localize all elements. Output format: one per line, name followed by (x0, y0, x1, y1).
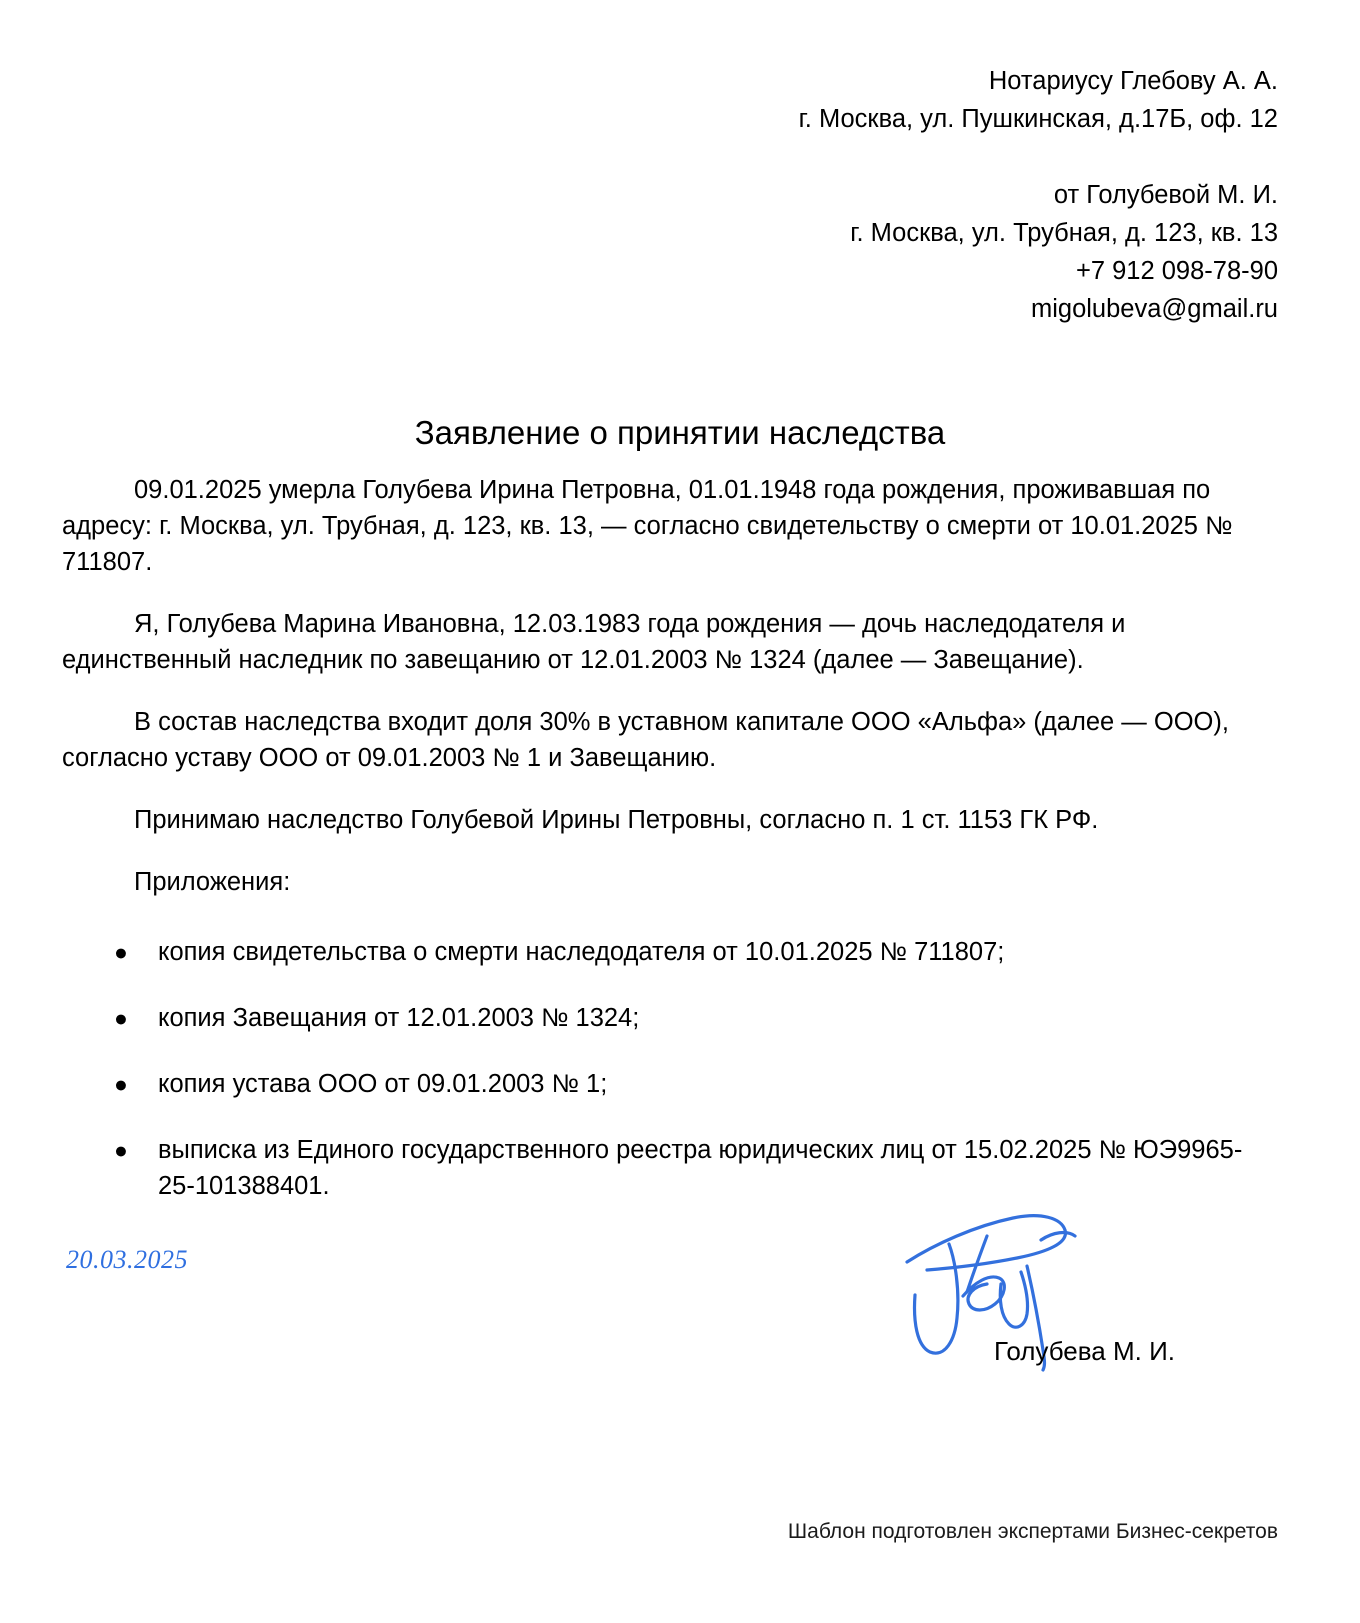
attachments-list (62, 934, 1274, 1204)
list-item (62, 934, 1274, 970)
list-item-label: копия устава ООО от 09.01.2003 № 1; (158, 1070, 608, 1098)
bullet-icon: ● (114, 1071, 128, 1097)
paragraph-heir-identity: Я, Голубева Марина Ивановна, 12.03.1983 года рождения — дочь наследодателя и единственный наследник по завещанию от 12.01.2003 № 1324 (далее — Завещание). (62, 610, 1126, 674)
addressee-name: Нотариусу Глебову А. А. (988, 67, 1278, 95)
footer-note: Шаблон подготовлен экспертами Бизнес-секретов (787, 1520, 1278, 1543)
list-item (62, 1000, 1274, 1036)
addressee-group (578, 62, 1278, 138)
bullet-icon: ● (114, 939, 128, 965)
applicant-phone: +7 912 098-78-90 (1075, 257, 1278, 285)
paragraph-death-notice: 09.01.2025 умерла Голубева Ирина Петровна, 01.01.1948 года рождения, проживавшая по адресу: г. Москва, ул. Трубная, д. 123, кв. 13, — согласно свидетельству о смерти от 10.01.2025 № 711807. (62, 476, 1233, 576)
applicant-address: г. Москва, ул. Трубная, д. 123, кв. 13 (850, 219, 1278, 247)
header-address-block (578, 62, 1278, 328)
list-item-label: копия Завещания от 12.01.2003 № 1324; (158, 1004, 640, 1032)
list-item (62, 1066, 1274, 1102)
addressee-address: г. Москва, ул. Пушкинская, д.17Б, оф. 12 (798, 105, 1278, 133)
list-item (62, 1132, 1274, 1204)
applicant-email: migolubeva@gmail.ru (1031, 295, 1278, 323)
page-title: Заявление о принятии наследства (414, 414, 946, 452)
bullet-icon: ● (114, 1005, 128, 1031)
signature-date: 20.03.2025 (66, 1245, 188, 1274)
applicant-group (578, 176, 1278, 328)
attachments-heading: Приложения: (134, 868, 291, 896)
applicant-name: от Голубевой М. И. (1053, 181, 1278, 209)
paragraph-acceptance: Принимаю наследство Голубевой Ирины Петровны, согласно п. 1 ст. 1153 ГК РФ. (134, 806, 1099, 834)
paragraph-estate-composition: В состав наследства входит доля 30% в уставном капитале ООО «Альфа» (далее — ООО), согласно уставу ООО от 09.01.2003 № 1 и Завещанию. (62, 708, 1229, 772)
signer-name: Голубева М. И. (994, 1336, 1175, 1366)
document-body (62, 472, 1274, 1234)
list-item-label: копия свидетельства о смерти наследодателя от 10.01.2025 № 711807; (158, 938, 1005, 966)
bullet-icon: ● (114, 1137, 128, 1163)
list-item-label: выписка из Единого государственного реестра юридических лиц от 15.02.2025 № ЮЭ9965-25-101388401. (158, 1136, 1243, 1200)
